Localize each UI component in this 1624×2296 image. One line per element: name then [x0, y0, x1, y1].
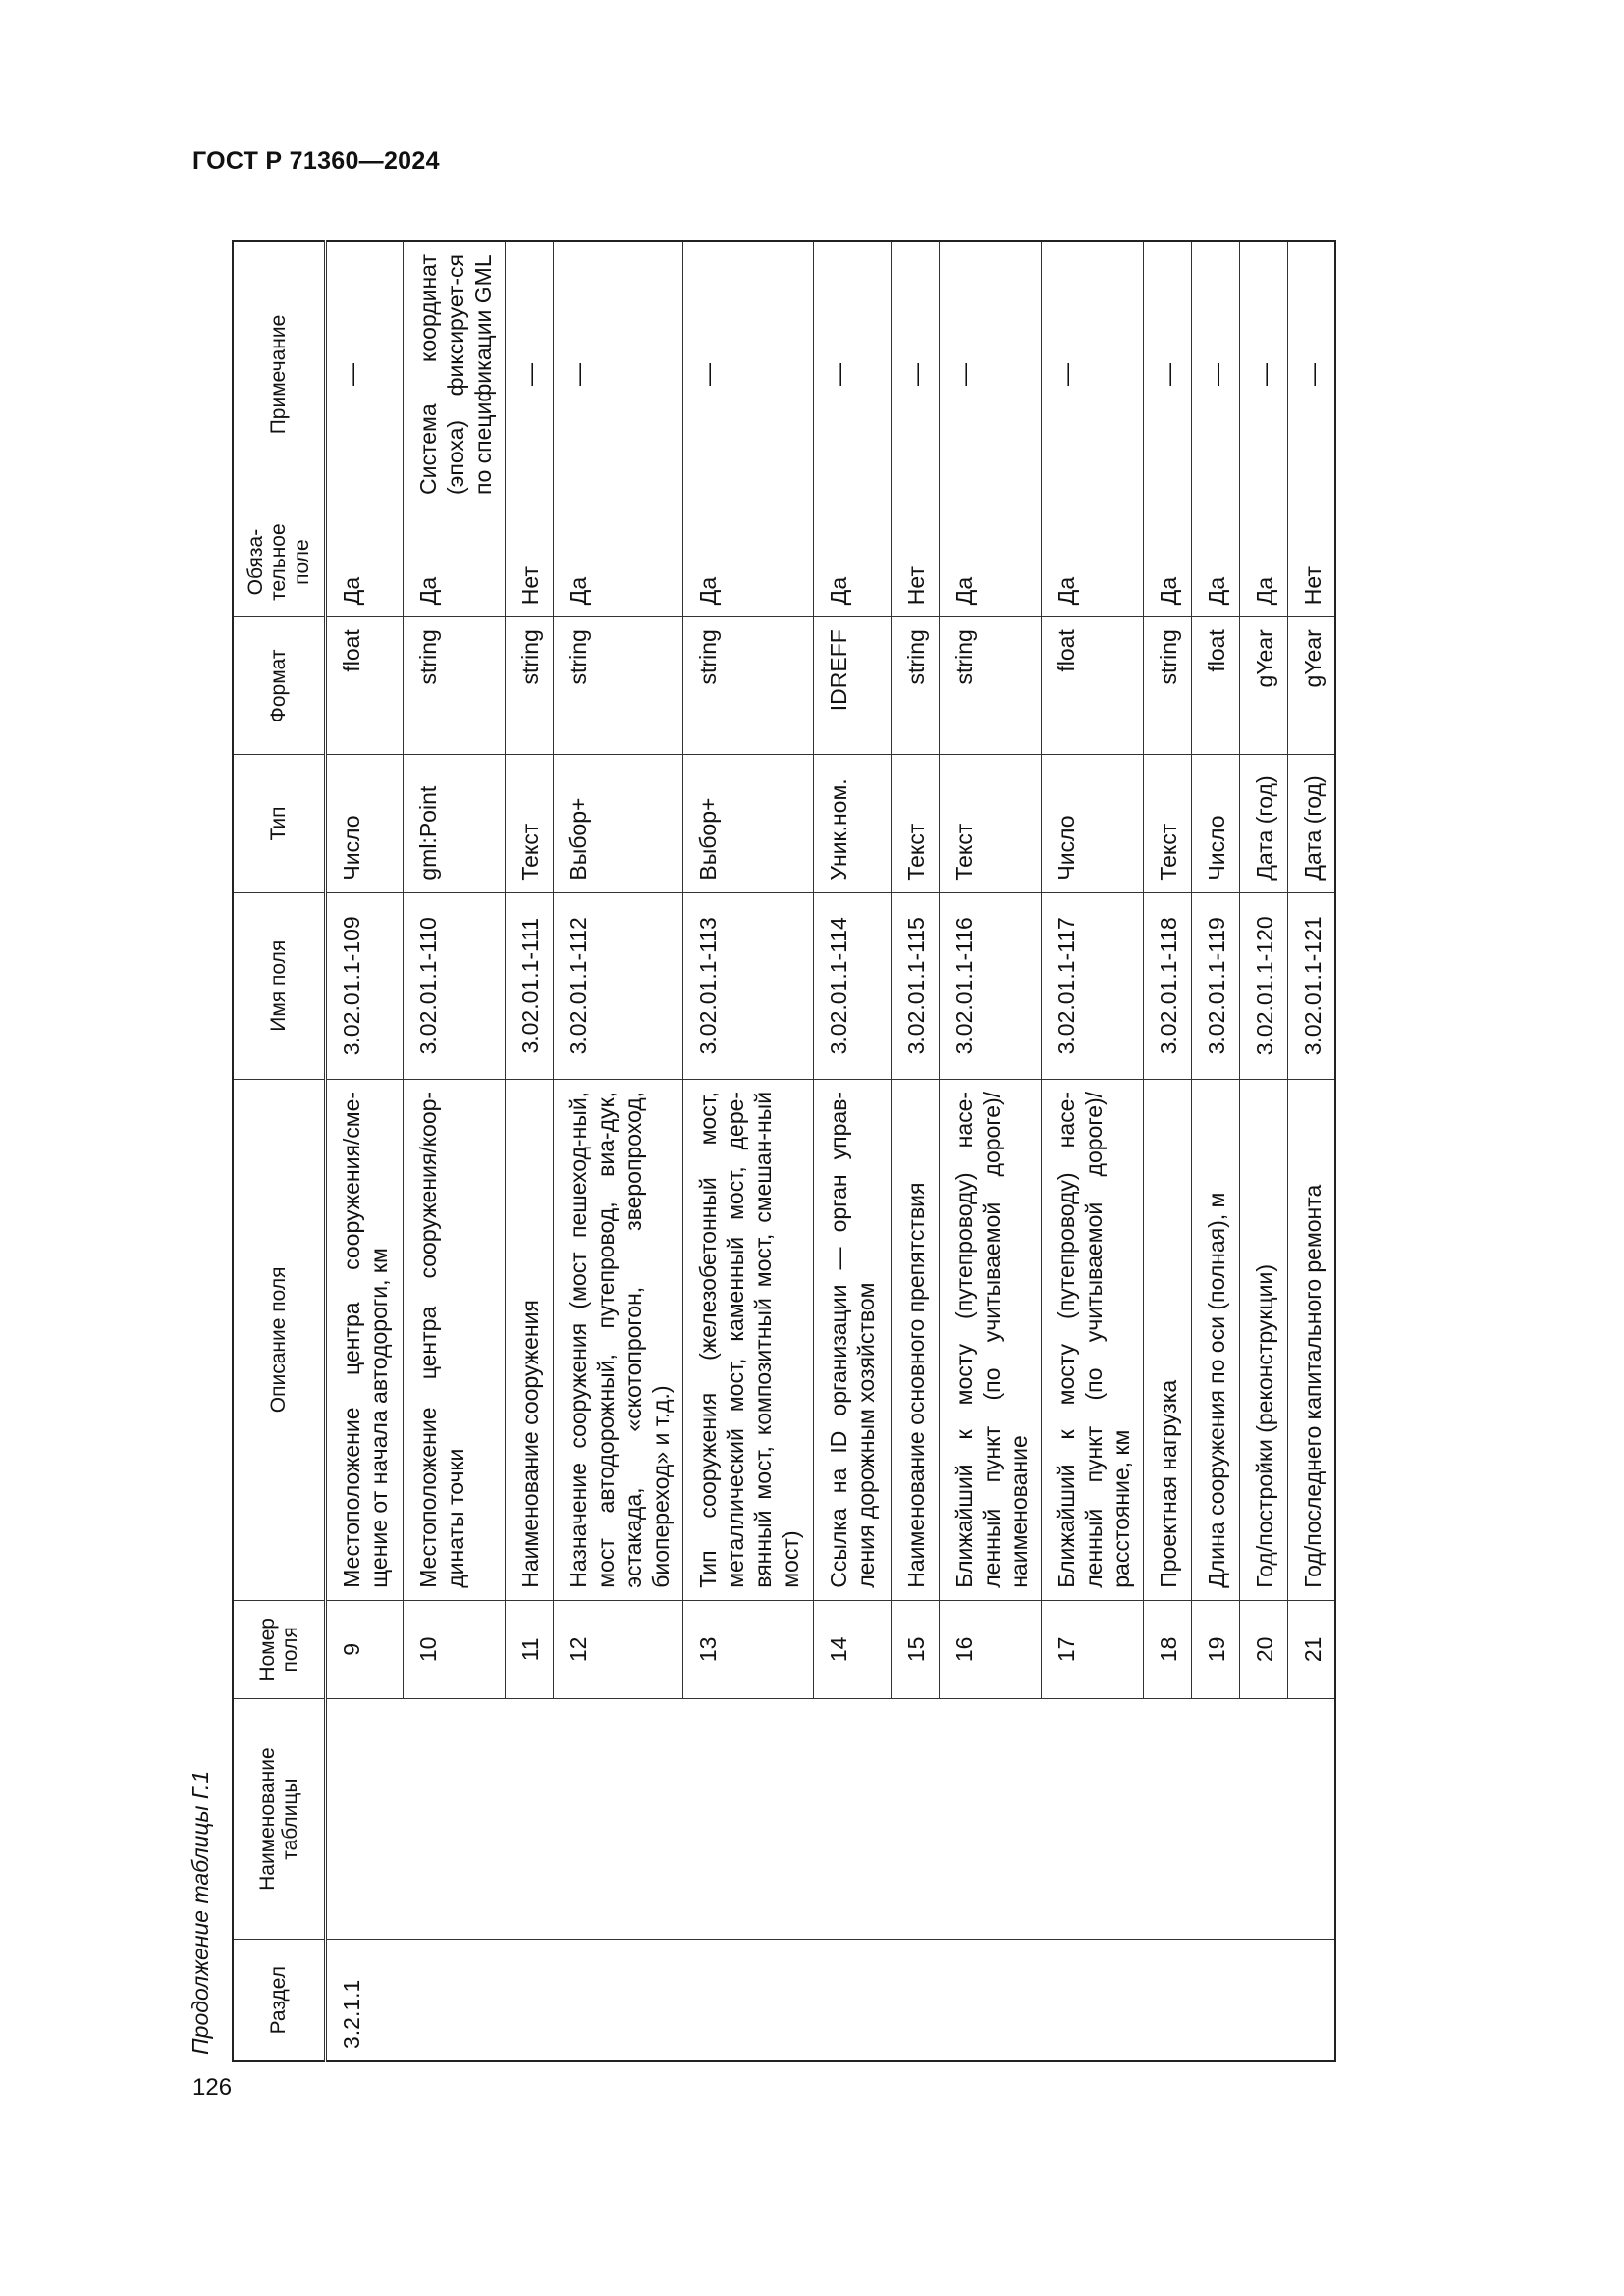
table-row [554, 241, 683, 2061]
table-row [326, 241, 404, 2061]
field-note-cell: — [813, 241, 891, 507]
field-name-cell: 3.02.01.1-115 [891, 892, 939, 1079]
field-name-cell: 3.02.01.1-117 [1041, 892, 1143, 1079]
field-description-cell: Местоположение центра сооружения/сме-щение от начала автодороги, км [326, 1079, 404, 1600]
field-format-cell: string [1143, 617, 1191, 755]
field-name-cell: 3.02.01.1-118 [1143, 892, 1191, 1079]
field-format-cell: string [404, 617, 506, 755]
table-row [683, 241, 813, 2061]
table-name-cell [404, 1698, 506, 1939]
field-number-cell: 17 [1041, 1600, 1143, 1698]
section-cell [1287, 1940, 1335, 2061]
field-name-cell: 3.02.01.1-121 [1287, 892, 1335, 1079]
field-description-cell: Назначение сооружения (мост пешеход-ный, мост автодорожный, путепровод, виа-дук, эстакада, «скотопрогон, зверопроход, биопереход» и т.д.) [554, 1079, 683, 1600]
field-number-cell: 18 [1143, 1600, 1191, 1698]
field-number-cell: 19 [1191, 1600, 1239, 1698]
field-note-cell: — [506, 241, 554, 507]
field-format-cell: string [683, 617, 813, 755]
table-row [1041, 241, 1143, 2061]
header-type: Тип [233, 755, 326, 892]
table-row [1191, 241, 1239, 2061]
table-name-cell [1239, 1698, 1287, 1939]
field-type-cell: Число [1041, 755, 1143, 892]
field-number-cell: 10 [404, 1600, 506, 1698]
table-caption: Продолжение таблицы Г.1 [188, 1770, 213, 2055]
table-row [939, 241, 1041, 2061]
field-name-cell: 3.02.01.1-111 [506, 892, 554, 1079]
field-note-cell: Система координат (эпоха) фиксирует-ся по спецификации GML [404, 241, 506, 507]
section-cell [1041, 1940, 1143, 2061]
field-description-cell: Год/последнего капитального ремонта [1287, 1079, 1335, 1600]
field-format-cell: string [891, 617, 939, 755]
field-name-cell: 3.02.01.1-119 [1191, 892, 1239, 1079]
table-body [326, 241, 1336, 2061]
field-name-cell: 3.02.01.1-113 [683, 892, 813, 1079]
section-cell [813, 1940, 891, 2061]
field-description-cell: Ссылка на ID организации — орган управ-ления дорожным хозяйством [813, 1079, 891, 1600]
field-note-cell: — [1191, 241, 1239, 507]
field-format-cell: gYear [1239, 617, 1287, 755]
field-note-cell: — [326, 241, 404, 507]
field-description-cell: Тип сооружения (железобетонный мост, металлический мост, каменный мост, дере-вянный мост, композитный мост, смешан-ный мост) [683, 1079, 813, 1600]
field-number-cell: 21 [1287, 1600, 1335, 1698]
field-description-cell: Ближайший к мосту (путепроводу) насе-ленный пункт (по учитываемой дороге)/расстояние, км [1041, 1079, 1143, 1600]
table-name-cell [891, 1698, 939, 1939]
section-cell [404, 1940, 506, 2061]
field-description-cell: Наименование сооружения [506, 1079, 554, 1600]
field-required-cell: Да [326, 507, 404, 617]
page-number: 126 [192, 2074, 233, 2101]
field-note-cell: — [1143, 241, 1191, 507]
section-cell [554, 1940, 683, 2061]
table-row [1239, 241, 1287, 2061]
header-description: Описание поля [233, 1079, 326, 1600]
table-row [404, 241, 506, 2061]
field-format-cell: string [939, 617, 1041, 755]
field-type-cell: Дата (год) [1287, 755, 1335, 892]
header-note: Примечание [233, 241, 326, 507]
table-row [506, 241, 554, 2061]
field-note-cell: — [1287, 241, 1335, 507]
table-name-cell [683, 1698, 813, 1939]
field-required-cell: Да [554, 507, 683, 617]
table-name-cell [554, 1698, 683, 1939]
field-description-cell: Ближайший к мосту (путепроводу) насе-ленный пункт (по учитываемой дороге)/наименование [939, 1079, 1041, 1600]
field-type-cell: Число [1191, 755, 1239, 892]
section-cell [1143, 1940, 1191, 2061]
section-cell [506, 1940, 554, 2061]
field-type-cell: Дата (год) [1239, 755, 1287, 892]
field-type-cell: Выбор+ [683, 755, 813, 892]
field-type-cell: Уник.ном. [813, 755, 891, 892]
field-required-cell: Нет [1287, 507, 1335, 617]
field-type-cell: gml:Point [404, 755, 506, 892]
rotated-table-area [181, 237, 1408, 2062]
field-type-cell: Текст [891, 755, 939, 892]
section-cell [1191, 1940, 1239, 2061]
field-description-cell: Длина сооружения по оси (полная), м [1191, 1079, 1239, 1600]
field-required-cell: Да [683, 507, 813, 617]
field-description-cell: Наименование основного препятствия [891, 1079, 939, 1600]
field-number-cell: 20 [1239, 1600, 1287, 1698]
field-type-cell: Текст [1143, 755, 1191, 892]
field-number-cell: 15 [891, 1600, 939, 1698]
field-name-cell: 3.02.01.1-114 [813, 892, 891, 1079]
field-note-cell: — [939, 241, 1041, 507]
field-description-cell: Проектная нагрузка [1143, 1079, 1191, 1600]
table-row [1287, 241, 1335, 2061]
section-cell [891, 1940, 939, 2061]
section-cell [1239, 1940, 1287, 2061]
field-type-cell: Текст [939, 755, 1041, 892]
header-section: Раздел [233, 1940, 326, 2061]
field-required-cell: Да [1143, 507, 1191, 617]
table-row [813, 241, 891, 2061]
table-name-cell [813, 1698, 891, 1939]
field-number-cell: 9 [326, 1600, 404, 1698]
table-name-cell [1143, 1698, 1191, 1939]
table-name-cell [1191, 1698, 1239, 1939]
table-name-cell [506, 1698, 554, 1939]
field-format-cell: string [506, 617, 554, 755]
field-description-cell: Местоположение центра сооружения/коор-динаты точки [404, 1079, 506, 1600]
field-required-cell: Да [1191, 507, 1239, 617]
field-required-cell: Да [1239, 507, 1287, 617]
field-number-cell: 11 [506, 1600, 554, 1698]
field-note-cell: — [891, 241, 939, 507]
field-name-cell: 3.02.01.1-116 [939, 892, 1041, 1079]
field-required-cell: Нет [891, 507, 939, 617]
section-cell [939, 1940, 1041, 2061]
field-format-cell: IDREFF [813, 617, 891, 755]
field-required-cell: Да [813, 507, 891, 617]
header-required: Обяза-тельное поле [233, 507, 326, 617]
field-required-cell: Да [1041, 507, 1143, 617]
header-field-name: Имя поля [233, 892, 326, 1079]
field-format-cell: gYear [1287, 617, 1335, 755]
field-note-cell: — [1041, 241, 1143, 507]
table-header-row [233, 241, 326, 2061]
field-number-cell: 16 [939, 1600, 1041, 1698]
header-table-name: Наименование таблицы [233, 1698, 326, 1939]
field-name-cell: 3.02.01.1-109 [326, 892, 404, 1079]
table-row [1143, 241, 1191, 2061]
field-description-cell: Год/постройки (реконструкции) [1239, 1079, 1287, 1600]
field-type-cell: Выбор+ [554, 755, 683, 892]
field-format-cell: float [1191, 617, 1239, 755]
table-name-cell [1287, 1698, 1335, 1939]
header-format: Формат [233, 617, 326, 755]
table-row [891, 241, 939, 2061]
field-required-cell: Да [939, 507, 1041, 617]
field-name-cell: 3.02.01.1-110 [404, 892, 506, 1079]
field-format-cell: float [1041, 617, 1143, 755]
field-note-cell: — [554, 241, 683, 507]
field-name-cell: 3.02.01.1-112 [554, 892, 683, 1079]
field-note-cell: — [683, 241, 813, 507]
field-number-cell: 12 [554, 1600, 683, 1698]
table-name-cell [326, 1698, 404, 1939]
field-format-cell: float [326, 617, 404, 755]
field-format-cell: string [554, 617, 683, 755]
section-cell [683, 1940, 813, 2061]
field-required-cell: Нет [506, 507, 554, 617]
field-number-cell: 13 [683, 1600, 813, 1698]
table-name-cell [1041, 1698, 1143, 1939]
fields-table [232, 240, 1336, 2062]
field-note-cell: — [1239, 241, 1287, 507]
document-title: ГОСТ Р 71360—2024 [192, 147, 440, 175]
header-field-number: Номер поля [233, 1600, 326, 1698]
table-name-cell [939, 1698, 1041, 1939]
section-cell: 3.2.1.1 [326, 1940, 404, 2061]
field-number-cell: 14 [813, 1600, 891, 1698]
field-type-cell: Текст [506, 755, 554, 892]
field-type-cell: Число [326, 755, 404, 892]
field-required-cell: Да [404, 507, 506, 617]
field-name-cell: 3.02.01.1-120 [1239, 892, 1287, 1079]
